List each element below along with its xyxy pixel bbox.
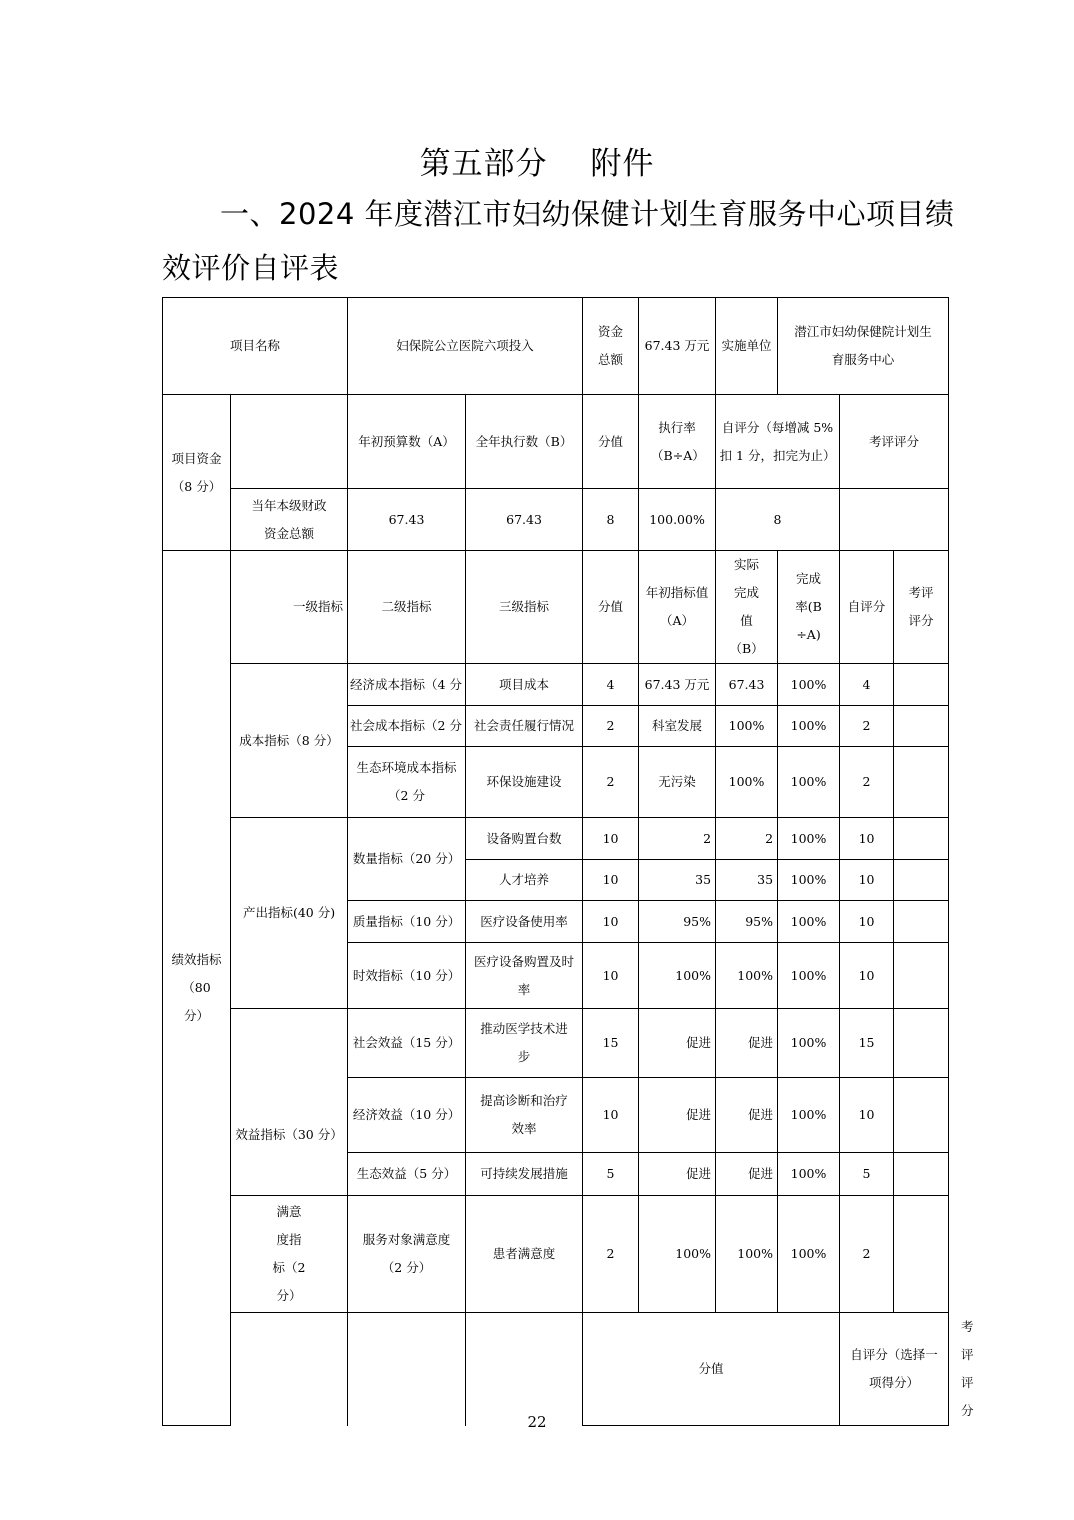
row-review — [894, 1078, 949, 1153]
table-row — [163, 1009, 949, 1078]
funds-score: 8 — [583, 489, 639, 551]
row-l2: 数量指标（20 分） — [348, 818, 466, 901]
row-target: 100% — [639, 1196, 716, 1313]
row-review — [894, 818, 949, 860]
row-score: 10 — [583, 901, 639, 943]
row-l2: 质量指标（10 分） — [348, 901, 466, 943]
row-target: 35 — [639, 860, 716, 901]
row-self: 4 — [840, 664, 894, 706]
page-number: 22 — [527, 1413, 547, 1431]
indicators-section-label: 绩效指标（80 分） — [163, 551, 231, 1426]
row-actual: 2 — [716, 818, 778, 860]
unit-label: 实施单位 — [716, 298, 778, 395]
unit-value: 潜江市妇幼保健院计划生育服务中心 — [778, 298, 949, 395]
row-target: 促进 — [639, 1078, 716, 1153]
row-actual: 促进 — [716, 1153, 778, 1196]
col-rate: 完成率(B÷A) — [778, 551, 840, 664]
row-actual: 促进 — [716, 1009, 778, 1078]
col-self: 自评分 — [840, 551, 894, 664]
row-rate: 100% — [778, 747, 840, 818]
row-self: 10 — [840, 818, 894, 860]
row-rate: 100% — [778, 706, 840, 747]
row-l3: 项目成本 — [466, 664, 583, 706]
row-self: 2 — [840, 747, 894, 818]
row-self: 15 — [840, 1009, 894, 1078]
row-l3: 医疗设备使用率 — [466, 901, 583, 943]
funds-exec: 67.43 — [466, 489, 583, 551]
funds-rate: 100.00% — [639, 489, 716, 551]
footer-blank-3 — [466, 1313, 583, 1426]
cost-label: 成本指标（8 分） — [231, 664, 348, 818]
row-target: 100% — [639, 943, 716, 1009]
funds-header-row — [163, 395, 949, 489]
row-score: 10 — [583, 818, 639, 860]
row-score: 10 — [583, 860, 639, 901]
funds-col-review: 考评评分 — [840, 395, 949, 489]
row-target: 67.43 万元 — [639, 664, 716, 706]
row-actual: 促进 — [716, 1078, 778, 1153]
row-review — [894, 664, 949, 706]
footer-blank-2 — [348, 1313, 466, 1426]
row-rate: 100% — [778, 1078, 840, 1153]
row-review — [894, 943, 949, 1009]
output-label: 产出指标(40 分) — [231, 818, 348, 1009]
row-review — [894, 706, 949, 747]
row-rate: 100% — [778, 901, 840, 943]
row-rate: 100% — [778, 1196, 840, 1313]
row-l3: 设备购置台数 — [466, 818, 583, 860]
col-score: 分值 — [583, 551, 639, 664]
row-self: 10 — [840, 943, 894, 1009]
row-l3: 社会责任履行情况 — [466, 706, 583, 747]
row-score: 10 — [583, 1078, 639, 1153]
project-row — [163, 298, 949, 395]
funds-row-label: 当年本级财政资金总额 — [231, 489, 348, 551]
row-rate: 100% — [778, 943, 840, 1009]
row-actual: 67.43 — [716, 664, 778, 706]
row-score: 2 — [583, 747, 639, 818]
row-l3: 人才培养 — [466, 860, 583, 901]
row-l2: 社会成本指标（2 分 — [348, 706, 466, 747]
row-l3: 可持续发展措施 — [466, 1153, 583, 1196]
row-target: 无污染 — [639, 747, 716, 818]
row-target: 科室发展 — [639, 706, 716, 747]
row-l2: 经济效益（10 分） — [348, 1078, 466, 1153]
satisfaction-label: 满意度指标（2 分） — [231, 1196, 348, 1313]
row-self: 10 — [840, 1078, 894, 1153]
footer-blank-1 — [231, 1313, 348, 1426]
row-score: 10 — [583, 943, 639, 1009]
row-self: 2 — [840, 706, 894, 747]
col-target: 年初指标值（A） — [639, 551, 716, 664]
table-row — [163, 664, 949, 706]
evaluation-table — [162, 297, 974, 1426]
project-name-label: 项目名称 — [163, 298, 348, 395]
table-title-line1: 一、2024 年度潜江市妇幼保健计划生育服务中心项目绩 — [220, 197, 955, 231]
footer-score-label: 分值 — [583, 1313, 840, 1426]
row-target: 95% — [639, 901, 716, 943]
fund-total-label: 资金总额 — [583, 298, 639, 395]
funds-self: 8 — [716, 489, 840, 551]
col-level2: 二级指标 — [348, 551, 466, 664]
col-level1: 一级指标 — [231, 551, 348, 664]
funds-review — [840, 489, 949, 551]
col-actual: 实际完成值（B） — [716, 551, 778, 664]
indicators-header-row — [163, 551, 949, 664]
part-heading: 第五部分 附件 — [419, 146, 655, 182]
row-l2: 经济成本指标（4 分 — [348, 664, 466, 706]
row-review — [894, 1196, 949, 1313]
row-target: 促进 — [639, 1009, 716, 1078]
row-l3: 患者满意度 — [466, 1196, 583, 1313]
funds-col-score: 分值 — [583, 395, 639, 489]
benefit-label: 效益指标（30 分） — [231, 1009, 348, 1196]
row-target: 促进 — [639, 1153, 716, 1196]
row-self: 10 — [840, 860, 894, 901]
funds-data-row — [163, 489, 949, 551]
row-rate: 100% — [778, 1009, 840, 1078]
row-score: 4 — [583, 664, 639, 706]
row-l3: 医疗设备购置及时率 — [466, 943, 583, 1009]
row-self: 2 — [840, 1196, 894, 1313]
funds-section-label: 项目资金（8 分） — [163, 395, 231, 551]
funds-col-budget: 年初预算数（A） — [348, 395, 466, 489]
row-rate: 100% — [778, 664, 840, 706]
row-actual: 100% — [716, 1196, 778, 1313]
row-actual: 100% — [716, 747, 778, 818]
row-review — [894, 860, 949, 901]
row-review — [894, 1009, 949, 1078]
row-review — [894, 901, 949, 943]
table-row — [163, 818, 949, 860]
row-l3: 推动医学技术进步 — [466, 1009, 583, 1078]
row-l2: 时效指标（10 分） — [348, 943, 466, 1009]
footer-self-label: 自评分（选择一项得分） — [840, 1313, 949, 1426]
row-l2: 生态环境成本指标（2 分 — [348, 747, 466, 818]
funds-col-rate: 执行率（B÷A） — [639, 395, 716, 489]
row-rate: 100% — [778, 818, 840, 860]
funds-col-exec: 全年执行数（B） — [466, 395, 583, 489]
project-name-value: 妇保院公立医院六项投入 — [348, 298, 583, 395]
row-review — [894, 1153, 949, 1196]
row-score: 15 — [583, 1009, 639, 1078]
row-actual: 100% — [716, 706, 778, 747]
row-actual: 95% — [716, 901, 778, 943]
table-title-line2: 效评价自评表 — [162, 251, 340, 285]
row-actual: 100% — [716, 943, 778, 1009]
fund-total-value: 67.43 万元 — [639, 298, 716, 395]
funds-blank — [231, 395, 348, 489]
row-l2: 服务对象满意度（2 分） — [348, 1196, 466, 1313]
row-l3: 环保设施建设 — [466, 747, 583, 818]
col-review: 考评评分 — [894, 551, 949, 664]
row-review — [894, 747, 949, 818]
row-score: 5 — [583, 1153, 639, 1196]
row-self: 5 — [840, 1153, 894, 1196]
row-actual: 35 — [716, 860, 778, 901]
row-score: 2 — [583, 1196, 639, 1313]
row-l2: 生态效益（5 分） — [348, 1153, 466, 1196]
funds-budget: 67.43 — [348, 489, 466, 551]
row-self: 10 — [840, 901, 894, 943]
row-l2: 社会效益（15 分） — [348, 1009, 466, 1078]
col-level3: 三级指标 — [466, 551, 583, 664]
table-row — [163, 1196, 949, 1313]
row-target: 2 — [639, 818, 716, 860]
funds-col-self: 自评分（每增减 5%扣 1 分，扣完为止） — [716, 395, 840, 489]
row-rate: 100% — [778, 860, 840, 901]
footer-row: 分值 自评分（选择一项得分） 考评评分 — [163, 1313, 949, 1426]
row-l3: 提高诊断和治疗效率 — [466, 1078, 583, 1153]
row-rate: 100% — [778, 1153, 840, 1196]
row-score: 2 — [583, 706, 639, 747]
